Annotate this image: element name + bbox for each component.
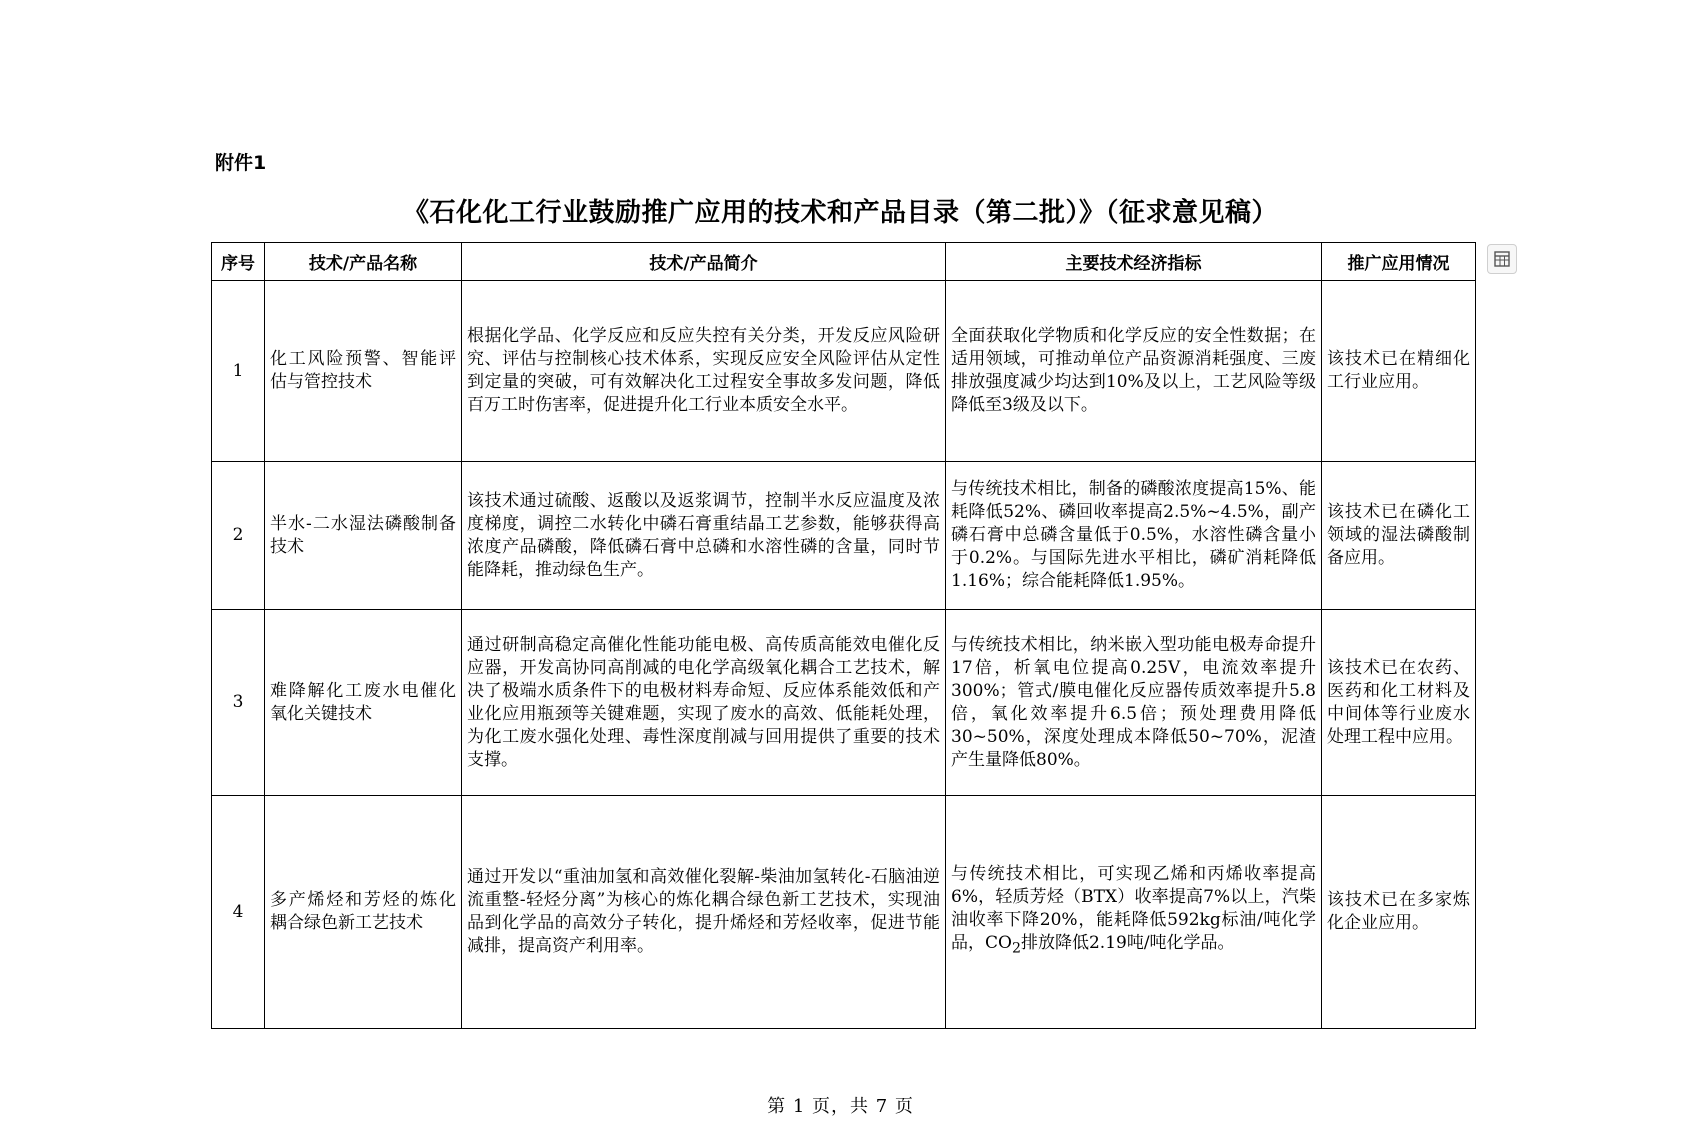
row-name: 多产烯烃和芳烃的炼化耦合绿色新工艺技术: [265, 796, 462, 1029]
row-seq: 1: [212, 281, 265, 462]
row-application: 该技术已在多家炼化企业应用。: [1322, 796, 1476, 1029]
indicators-text-before: 与传统技术相比，可实现乙烯和丙烯收率提高6%，轻质芳烃（BTX）收率提高7%以上，汽柴油收率下降20%，能耗降低592kg标油/吨化学品，CO: [951, 864, 1316, 954]
table-row: [212, 610, 1476, 796]
table-row: [212, 462, 1476, 610]
row-name: 难降解化工废水电催化氧化关键技术: [265, 610, 462, 796]
row-intro: 该技术通过硫酸、返酸以及返浆调节，控制半水反应温度及浓度梯度，调控二水转化中磷石膏重结晶工艺参数，能够获得高浓度产品磷酸，降低磷石膏中总磷和水溶性磷的含量，同时节能降耗，推动绿色生产。: [462, 462, 946, 610]
table-row: [212, 796, 1476, 1029]
catalog-table: [211, 242, 1476, 1029]
page-footer: 第 1 页，共 7 页: [767, 1096, 914, 1117]
co2-subscript: 2: [1011, 940, 1021, 957]
header-application: 推广应用情况: [1322, 243, 1476, 281]
row-name: 化工风险预警、智能评估与管控技术: [265, 281, 462, 462]
header-indicators: 主要技术经济指标: [946, 243, 1322, 281]
row-application: 该技术已在农药、医药和化工材料及中间体等行业废水处理工程中应用。: [1322, 610, 1476, 796]
row-name: 半水-二水湿法磷酸制备技术: [265, 462, 462, 610]
header-seq: 序号: [212, 243, 265, 281]
indicators-text-after: 排放降低2.19吨/吨化学品。: [1020, 933, 1235, 954]
row-seq: 3: [212, 610, 265, 796]
row-seq: 2: [212, 462, 265, 610]
table-header-row: [212, 243, 1476, 281]
table-view-button[interactable]: [1487, 244, 1517, 274]
header-intro: 技术/产品简介: [462, 243, 946, 281]
table-row: [212, 281, 1476, 462]
row-application: 该技术已在精细化工行业应用。: [1322, 281, 1476, 462]
row-indicators: 与传统技术相比，制备的磷酸浓度提高15%、能耗降低52%、磷回收率提高2.5%~4.5%，副产磷石膏中总磷含量低于0.5%，水溶性磷含量小于0.2%。与国际先进水平相比，磷矿消耗降低1.16%；综合能耗降低1.95%。: [946, 462, 1322, 610]
table-view-icon: [1493, 250, 1511, 268]
row-indicators: [946, 796, 1322, 1029]
row-indicators: 全面获取化学物质和化学反应的安全性数据；在适用领域，可推动单位产品资源消耗强度、三废排放强度减少均达到10%及以上，工艺风险等级降低至3级及以下。: [946, 281, 1322, 462]
row-indicators: 与传统技术相比，纳米嵌入型功能电极寿命提升17倍，析氧电位提高0.25V，电流效率提升300%；管式/膜电催化反应器传质效率提升5.8倍，氧化效率提升6.5倍；预处理费用降低30~50%，深度处理成本降低50~70%，泥渣产生量降低80%。: [946, 610, 1322, 796]
header-name: 技术/产品名称: [265, 243, 462, 281]
document-title: 《石化化工行业鼓励推广应用的技术和产品目录（第二批）》（征求意见稿）: [402, 198, 1278, 228]
row-seq: 4: [212, 796, 265, 1029]
row-intro: 通过开发以“重油加氢和高效催化裂解-柴油加氢转化-石脑油逆流重整-轻烃分离”为核心的炼化耦合绿色新工艺技术，实现油品到化学品的高效分子转化，提升烯烃和芳烃收率，促进节能减排，提高资产利用率。: [462, 796, 946, 1029]
attachment-label: 附件1: [215, 152, 267, 174]
row-intro: 通过研制高稳定高催化性能功能电极、高传质高能效电催化反应器，开发高协同高削减的电化学高级氧化耦合工艺技术，解决了极端水质条件下的电极材料寿命短、反应体系能效低和产业化应用瓶颈等关键难题，实现了废水的高效、低能耗处理，为化工废水强化处理、毒性深度削减与回用提供了重要的技术支撑。: [462, 610, 946, 796]
row-intro: 根据化学品、化学反应和反应失控有关分类，开发反应风险研究、评估与控制核心技术体系，实现反应安全风险评估从定性到定量的突破，可有效解决化工过程安全事故多发问题，降低百万工时伤害率，促进提升化工行业本质安全水平。: [462, 281, 946, 462]
row-application: 该技术已在磷化工领域的湿法磷酸制备应用。: [1322, 462, 1476, 610]
